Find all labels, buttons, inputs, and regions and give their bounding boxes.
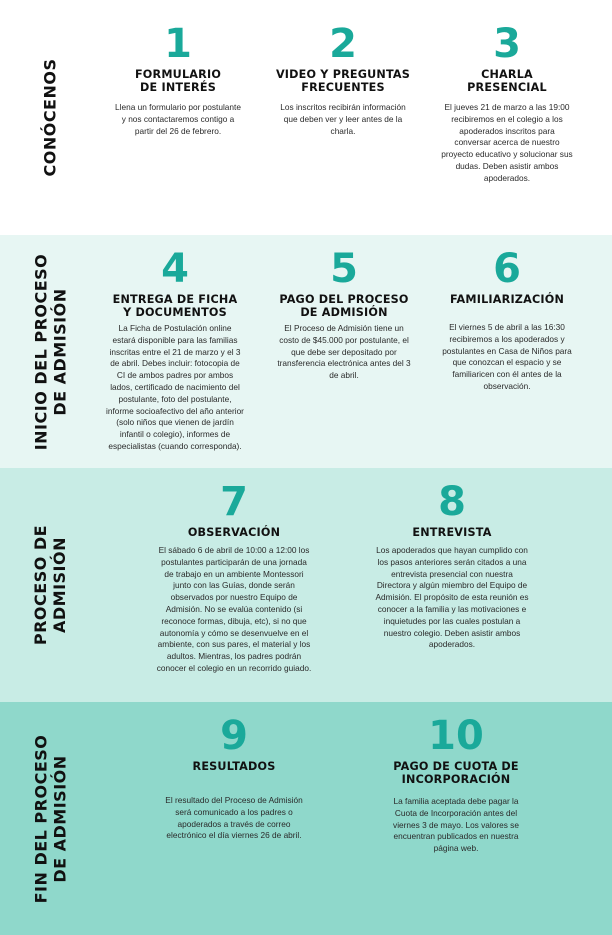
step-3 [434, 22, 580, 185]
step-description: El sábado 6 de abril de 10:00 a 12:00 los postulantes participarán de una jornada de trabajo en un ambiente Montessori junto con las Guías, donde serán observados por nuestro Equipo de Admisión. No se evalúa contenido (si reconoce formas, dibuja, etc), si no que autonomía y cómo se desenvuelve en el ambiente, con sus pares, el material y los adultos. Mientras, los padres podrán conocer el colegio en un recorrido guiado. [156, 545, 312, 673]
step-description: La familia aceptada debe pagar la Cuota de Incorporación antes del viernes 3 de mayo. Los valores se encuentran publicados en nuestra página web. [393, 796, 519, 854]
step-description: El viernes 5 de abril a las 16:30 recibiremos a los apoderados y postulantes en Casa de Niños para que conozcan el espacio y se familiaricen con él antes de la observación. [442, 322, 572, 391]
step-title-line: OBSERVACIÓN [187, 526, 281, 539]
step-title-line: DE INTERÉS [140, 81, 216, 94]
section-proceso-admision [0, 468, 612, 702]
section-label-line: CONÓCENOS [40, 58, 60, 177]
step-title-line: PAGO DEL PROCESO [279, 293, 409, 306]
step-2 [266, 22, 420, 137]
section-label-line: INICIO DEL PROCESO [31, 253, 50, 450]
section-label [0, 702, 100, 935]
section-label [0, 0, 100, 235]
step-number: 2 [329, 21, 357, 67]
section-label-line: DE ADMISIÓN [50, 754, 70, 883]
section-label-line: PROCESO DE [31, 524, 51, 646]
step-number: 9 [220, 713, 248, 759]
section-label [0, 235, 100, 468]
step-title [432, 293, 582, 306]
step-title [152, 526, 316, 539]
section-label-line: ADMISIÓN [50, 536, 70, 634]
step-description: El resultado del Proceso de Admisión será comunicado a los padres o apoderados a través de correo electrónico el día viernes 26 de abril. [165, 795, 303, 841]
step-1 [104, 22, 252, 137]
step-title [104, 293, 246, 319]
step-7 [152, 480, 316, 675]
step-description: Los apoderados que hayan cumplido con los pasos anteriores serán citados a una entrevista presencial con nuestra Directora y algún miembro del Equipo de Admisión. El propósito de esta reunión es conocer a la familia y las motivaciones e inquietudes por las cuales postulan a nuestro colegio. Deben asistir ambos apoderados. [375, 545, 529, 650]
section-conocenos [0, 0, 612, 235]
step-title-line: DE ADMISIÓN [300, 306, 388, 319]
step-title-line: FAMILIARIZACIÓN [449, 293, 565, 306]
step-5 [268, 247, 420, 382]
step-8 [372, 480, 532, 651]
step-description: El jueves 21 de marzo a las 19:00 recibiremos en el colegio a los apoderados inscritos para conversar acerca de nuestro proyecto educativo y solucionar sus dudas. Deben asistir ambos apoderados. [441, 102, 573, 183]
step-title-line: RESULTADOS [192, 760, 276, 773]
section-inicio-proceso [0, 235, 612, 468]
step-title [434, 68, 580, 94]
step-title [268, 293, 420, 319]
section-fin-proceso [0, 702, 612, 935]
step-4 [104, 247, 246, 453]
section-label-line: DE ADMISIÓN [50, 287, 69, 416]
step-title-line: PRESENCIAL [467, 81, 547, 94]
step-number: 6 [493, 246, 521, 292]
step-title-line: FORMULARIO [134, 68, 222, 81]
step-title-line: Y DOCUMENTOS [123, 306, 227, 319]
section-label-line: FIN DEL PROCESO [31, 734, 51, 903]
step-description: Los inscritos recibirán información que deben ver y leer antes de la charla. [280, 102, 406, 136]
step-6 [432, 247, 582, 393]
step-number: 1 [164, 21, 192, 67]
step-title [378, 760, 534, 786]
step-title-line: ENTREVISTA [412, 526, 492, 539]
step-10 [378, 714, 534, 855]
step-title-line: PAGO DE CUOTA DE [393, 760, 519, 773]
step-description: Llena un formulario por postulante y nos contactaremos contigo a partir del 26 de febrero. [115, 102, 241, 136]
step-number: 8 [438, 479, 466, 525]
step-title-line: VIDEO Y PREGUNTAS [275, 68, 411, 81]
step-description: La Ficha de Postulación online estará disponible para las familias inscritas entre el 21 de marzo y el 3 de abril. Debes incluir: fotocopia de CI de ambos padres por ambos lados, certificado de nacimiento del postulante, foto del postulante, informe socioafectivo del año anterior (solo niños que vienen de jardín infantil o colegio), informes de especialistas (cuando corresponda). [106, 323, 244, 451]
step-number: 5 [330, 246, 358, 292]
step-9 [156, 714, 312, 842]
step-title [372, 526, 532, 539]
step-title-line: FRECUENTES [301, 81, 385, 94]
step-number: 10 [428, 713, 484, 759]
section-label [0, 468, 100, 702]
step-title [104, 68, 252, 94]
step-title-line: ENTREGA DE FICHA [112, 293, 238, 306]
step-title [156, 760, 312, 773]
step-number: 4 [161, 246, 189, 292]
step-description: El Proceso de Admisión tiene un costo de $45.000 por postulante, el que debe ser depositado por transferencia electrónica antes del 3 de abril. [277, 323, 411, 381]
step-number: 3 [493, 21, 521, 67]
step-title-line: INCORPORACIÓN [401, 773, 511, 786]
step-title-line: CHARLA [481, 68, 533, 81]
step-title [266, 68, 420, 94]
step-number: 7 [220, 479, 248, 525]
